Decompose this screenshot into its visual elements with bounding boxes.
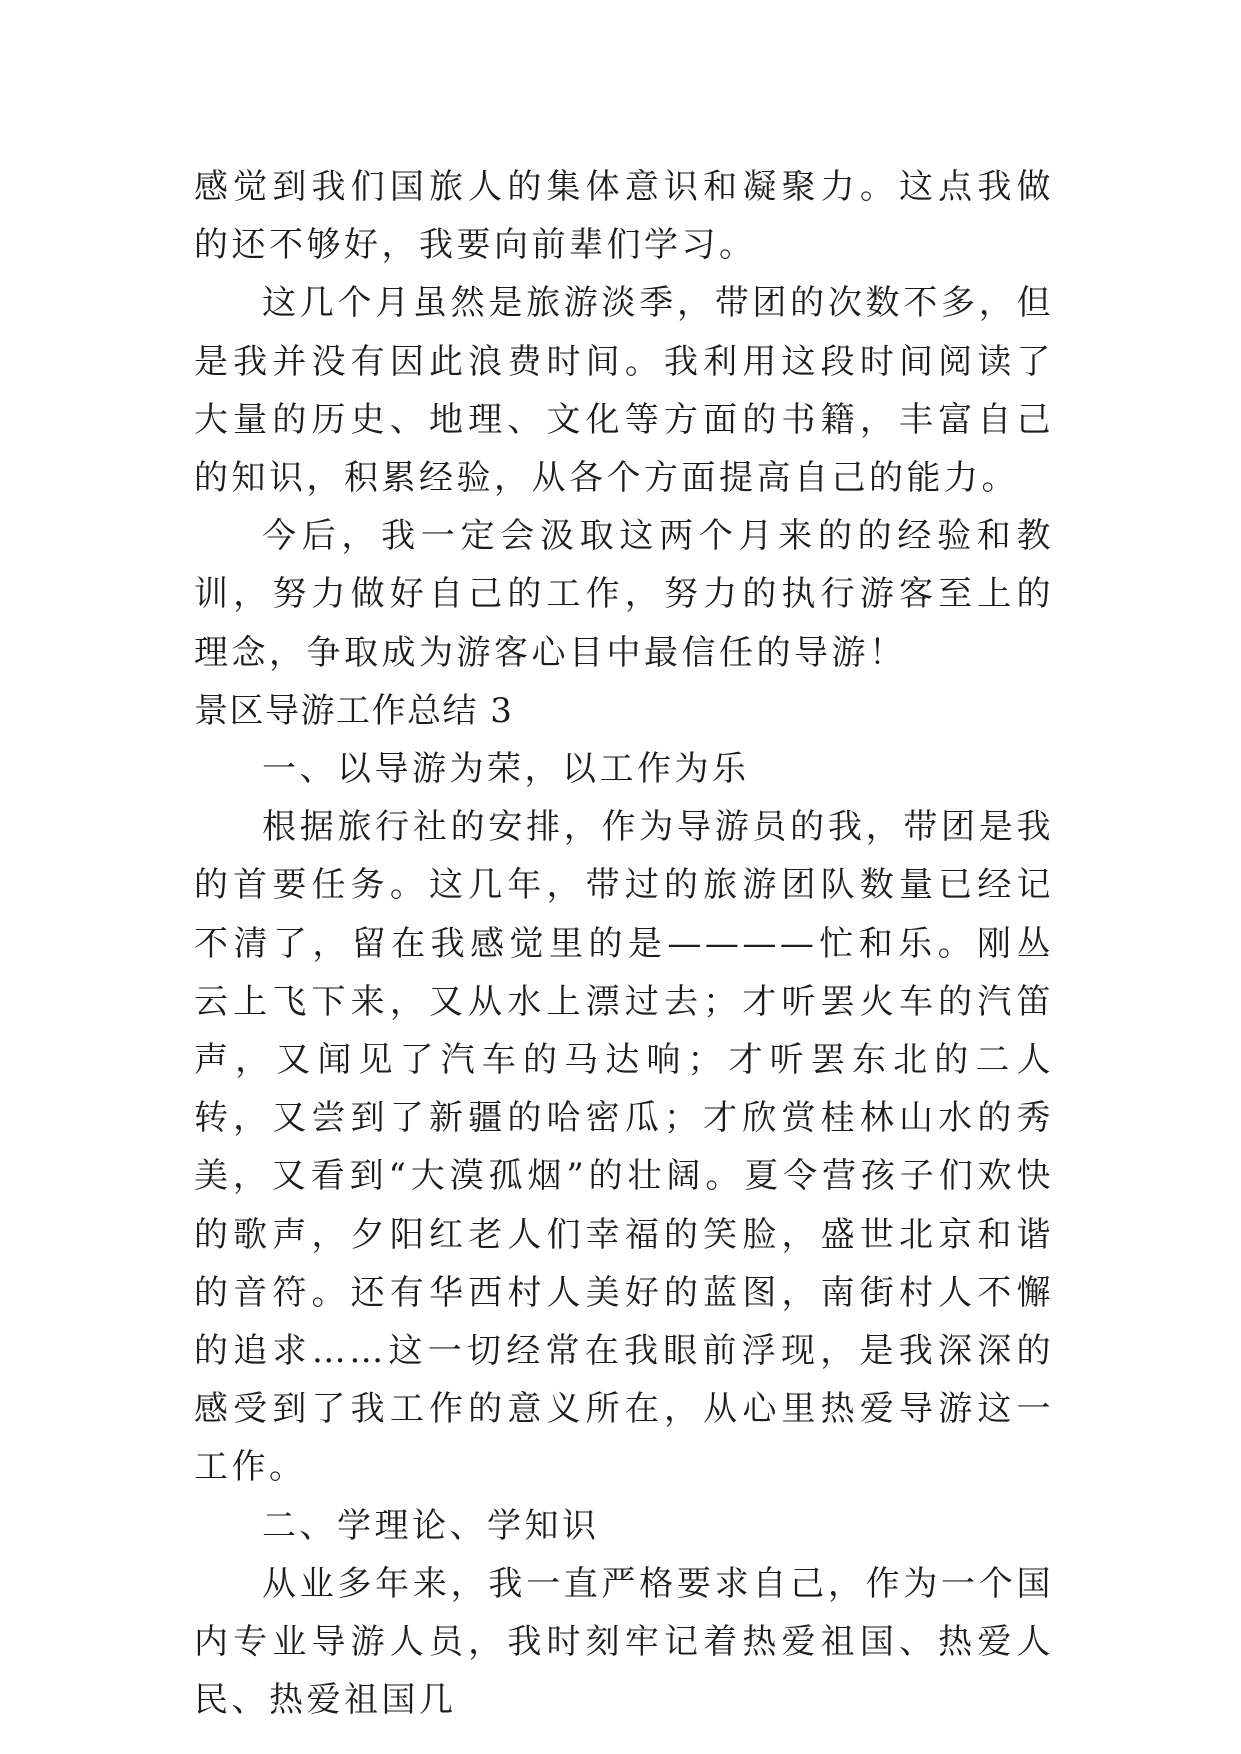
paragraph-continued: 感觉到我们国旅人的集体意识和凝聚力。这点我做的还不够好，我要向前辈们学习。 <box>194 167 1054 266</box>
document-body <box>194 158 1054 1729</box>
section-title: 景区导游工作总结 3 <box>194 690 514 731</box>
paragraph-future: 今后，我一定会汲取这两个月来的的经验和教训，努力做好自己的工作，努力的执行游客至上的理念，争取成为游客心目中最信任的导游！ <box>194 516 1054 673</box>
subheading-one: 一、以导游为荣，以工作为乐 <box>262 749 750 790</box>
paragraph-tour-experience: 根据旅行社的安排，作为导游员的我，带团是我的首要任务。这几年，带过的旅游团队数量已经记不清了，留在我感觉里的是————忙和乐。刚丛云上飞下来，又从水上漂过去；才听罢火车的汽笛声，又闻见了汽车的马达响；才听罢东北的二人转，又尝到了新疆的哈密瓜；才欣赏桂林山水的秀美，又看到“大漠孤烟”的壮阔。夏令营孩子们欢快的歌声，夕阳红老人们幸福的笑脸，盛世北京和谐的音符。还有华西村人美好的蓝图，南街村人不懈的追求……这一切经常在我眼前浮现，是我深深的感受到了我工作的意义所在，从心里热爱导游这一工作。 <box>194 807 1054 1488</box>
paragraph-study: 从业多年来，我一直严格要求自己，作为一个国内专业导游人员，我时刻牢记着热爱祖国、热爱人民、热爱祖国几 <box>194 1563 1054 1721</box>
paragraph-off-season: 这几个月虽然是旅游淡季，带团的次数不多，但是我并没有因此浪费时间。我利用这段时间阅读了大量的历史、地理、文化等方面的书籍，丰富自己的知识，积累经验，从各个方面提高自己的能力。 <box>194 283 1054 499</box>
subheading-two: 二、学理论、学知识 <box>262 1505 600 1546</box>
